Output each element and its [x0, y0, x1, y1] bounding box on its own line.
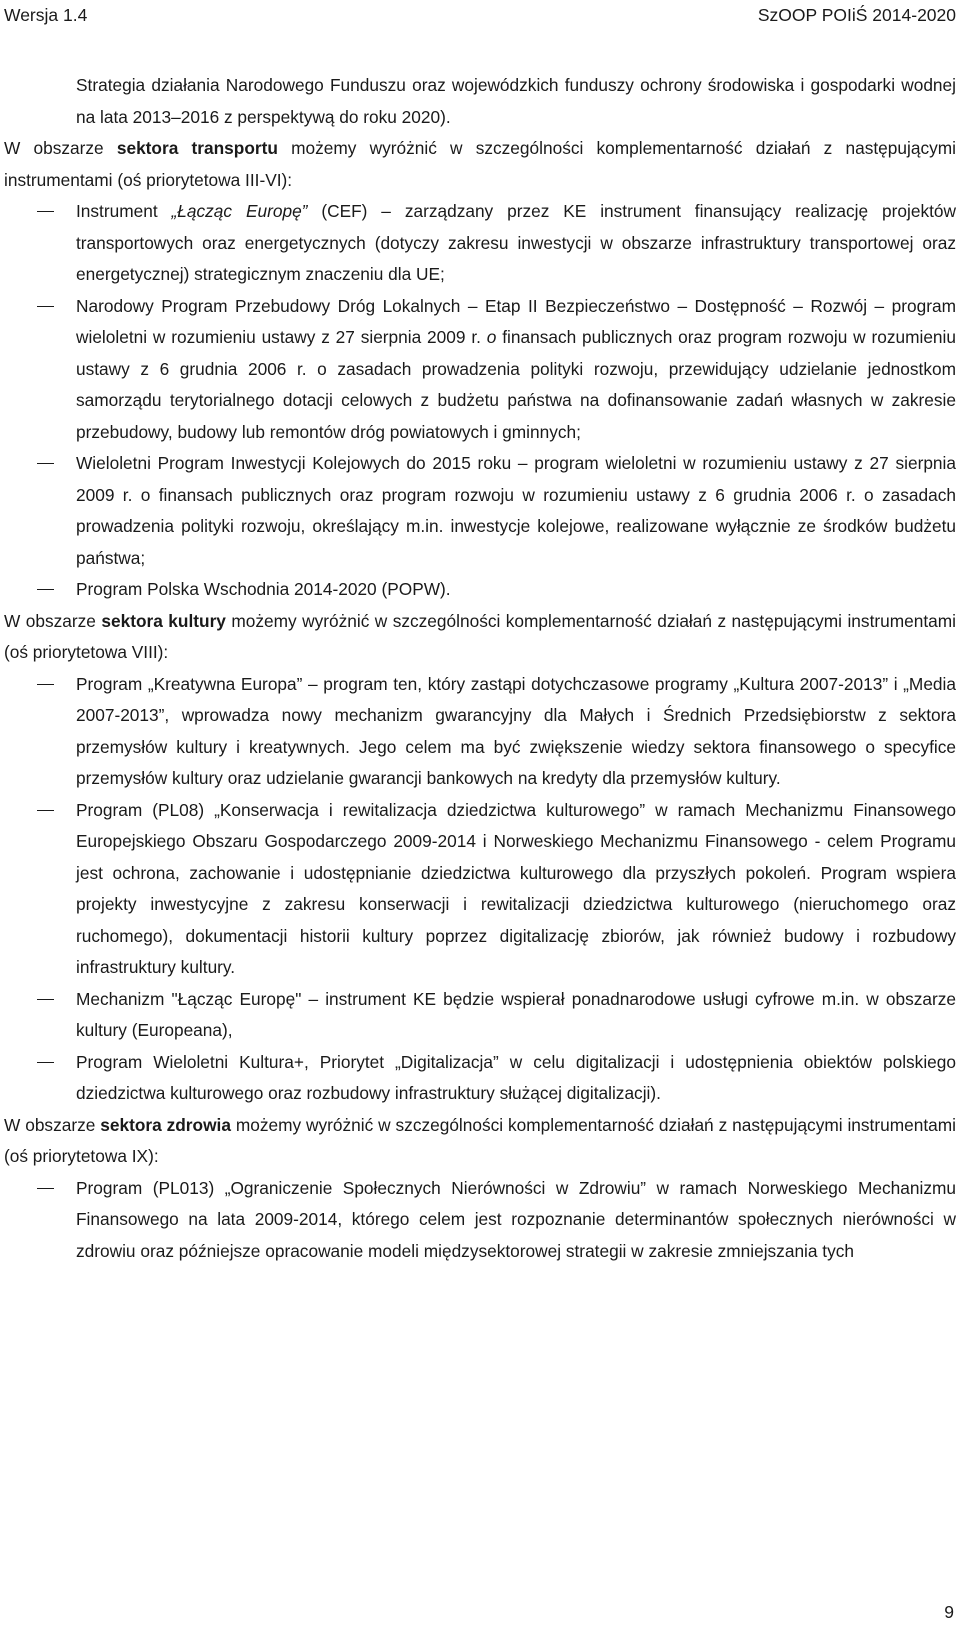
dash-bullet: [37, 1188, 54, 1189]
page-number: 9: [944, 1602, 954, 1622]
dash-bullet: [37, 684, 54, 685]
text-span: możemy wyróżnić w szczególności komplementarność działań z następującymi instrumentami (oś priorytetowa IX):: [4, 1114, 956, 1166]
dash-bullet: [37, 810, 54, 811]
document-body: [4, 70, 956, 1267]
text-span: Wieloletni Program Inwestycji Kolejowych do 2015 roku – program wieloletni w rozumieniu ustawy z 27 sierpnia 2009 r. o finansach publicznych oraz program rozwoju w rozumieniu ustawy z 6 grudnia 2006 r. o zasadach prowadzenia polityki rozwoju, określający m.in. inwestycje kolejowe, realizowane wyłącznie ze środków budżetu państwa;: [76, 453, 956, 568]
culture-section-intro: [4, 606, 956, 669]
text-span: finansach publicznych oraz program rozwoju w rozumieniu ustawy z 6 grudnia 2006 r. o zasadach prowadzenia polityki rozwoju, przewidujący udzielanie jednostkom samorządu terytorialnego dotacji celowych z budżetu państwa na dofinansowanie zadań własnych w zakresie przebudowy, budowy lub remontów dróg powiatowych i gminnych;: [76, 327, 956, 442]
list-item: [4, 448, 956, 574]
page-header: [0, 0, 960, 30]
text-span: Program Polska Wschodnia 2014-2020 (POPW).: [76, 579, 451, 599]
dash-bullet: [37, 999, 54, 1000]
dash-bullet: [37, 211, 54, 212]
health-sector-heading: sektora zdrowia: [100, 1114, 231, 1135]
italic-text: o: [486, 327, 497, 347]
document-title: SzOOP POIiŚ 2014-2020: [757, 5, 956, 25]
list-item: [4, 795, 956, 984]
list-item: [4, 291, 956, 449]
dash-bullet: [37, 1062, 54, 1063]
text-span: W obszarze: [4, 1114, 101, 1135]
text-span: Program „Kreatywna Europa” – program ten, który zastąpi dotychczasowe programy „Kultura 2007-2013” i „Media 2007-2013”, wprowadza nowy mechanizm gwarancyjny dla Małych i Średnich Przedsiębiorstw z sektora przemysłów kultury i kreatywnych. Jego celem ma być zwiększenie wiedzy sektora finansowego o specyfice przemysłów kultury oraz udzielanie gwarancji bankowych na kredyty dla przemysłów kultury.: [76, 673, 956, 788]
culture-sector-heading: sektora kultury: [101, 610, 226, 631]
list-item: [4, 196, 956, 291]
list-item: [4, 1047, 956, 1110]
text-span: Program (PL013) „Ograniczenie Społecznych Nierówności w Zdrowiu” w ramach Norweskiego Mechanizmu Finansowego na lata 2009-2014, którego celem jest rozpoznanie determinantów społecznych nierówności w zdrowiu oraz późniejsze opracowanie modeli międzysektorowej strategii w zakresie zmniejszania tych: [76, 1177, 956, 1261]
text-span: (CEF) – zarządzany przez KE instrument finansujący realizację projektów transportowych oraz energetycznych (dotyczy zakresu inwestycji w obszarze infrastruktury transportowej oraz energetycznej) strategicznym znaczeniu dla UE;: [76, 201, 956, 284]
italic-text: „Łącząc Europę”: [171, 201, 308, 221]
list-item: [4, 984, 956, 1047]
health-section-intro: [4, 1110, 956, 1173]
list-item: [4, 574, 956, 606]
text-span: możemy wyróżnić w szczególności komplementarność działań z następującymi instrumentami (oś priorytetowa III-VI):: [4, 138, 956, 190]
transport-section-intro: [4, 133, 956, 196]
transport-sector-heading: sektora transportu: [116, 138, 278, 158]
text-span: W obszarze: [4, 610, 102, 631]
text-span: Instrument: [76, 201, 172, 221]
text-span: możemy wyróżnić w szczególności komplementarność działań z następującymi instrumentami (oś priorytetowa VIII):: [4, 610, 956, 662]
text-span: W obszarze: [4, 138, 117, 158]
text-span: Mechanizm "Łącząc Europę" – instrument KE będzie wspierał ponadnarodowe usługi cyfrowe m.in. w obszarze kultury (Europeana),: [76, 988, 956, 1040]
list-item: [4, 1173, 956, 1268]
dash-bullet: [37, 463, 54, 464]
dash-bullet: [37, 306, 54, 307]
text-span: Program (PL08) „Konserwacja i rewitalizacja dziedzictwa kulturowego” w ramach Mechanizmu Finansowego Europejskiego Obszaru Gospodarczego 2009-2014 i Norweskiego Mechanizmu Finansowego - celem Programu jest ochrona, zachowanie i udostępnianie dziedzictwa kulturowego dla przyszłych pokoleń. Program wspiera projekty inwestycyjne z zakresu konserwacji i rewitalizacji dziedzictwa kulturowego (nieruchomego oraz ruchomego), dokumentacji historii kultury poprzez digitalizację zbiorów, jak również budowy i rozbudowy infrastruktury kultury.: [76, 799, 956, 977]
list-item: [4, 669, 956, 795]
dash-bullet: [37, 589, 54, 590]
intro-paragraph: Strategia działania Narodowego Funduszu oraz wojewódzkich funduszy ochrony środowiska i gospodarki wodnej na lata 2013–2016 z perspektywą do roku 2020).: [76, 75, 956, 127]
text-span: Program Wieloletni Kultura+, Priorytet „Digitalizacja” w celu digitalizacji i udostępnienia obiektów polskiego dziedzictwa kulturowego oraz rozbudowy infrastruktury służącej digitalizacji).: [76, 1051, 956, 1103]
version-label: Wersja 1.4: [4, 5, 88, 25]
text-span: Narodowy Program Przebudowy Dróg Lokalnych – Etap II Bezpieczeństwo – Dostępność – Rozwój – program wieloletni w rozumieniu ustawy z 27 sierpnia 2009 r.: [76, 295, 956, 347]
